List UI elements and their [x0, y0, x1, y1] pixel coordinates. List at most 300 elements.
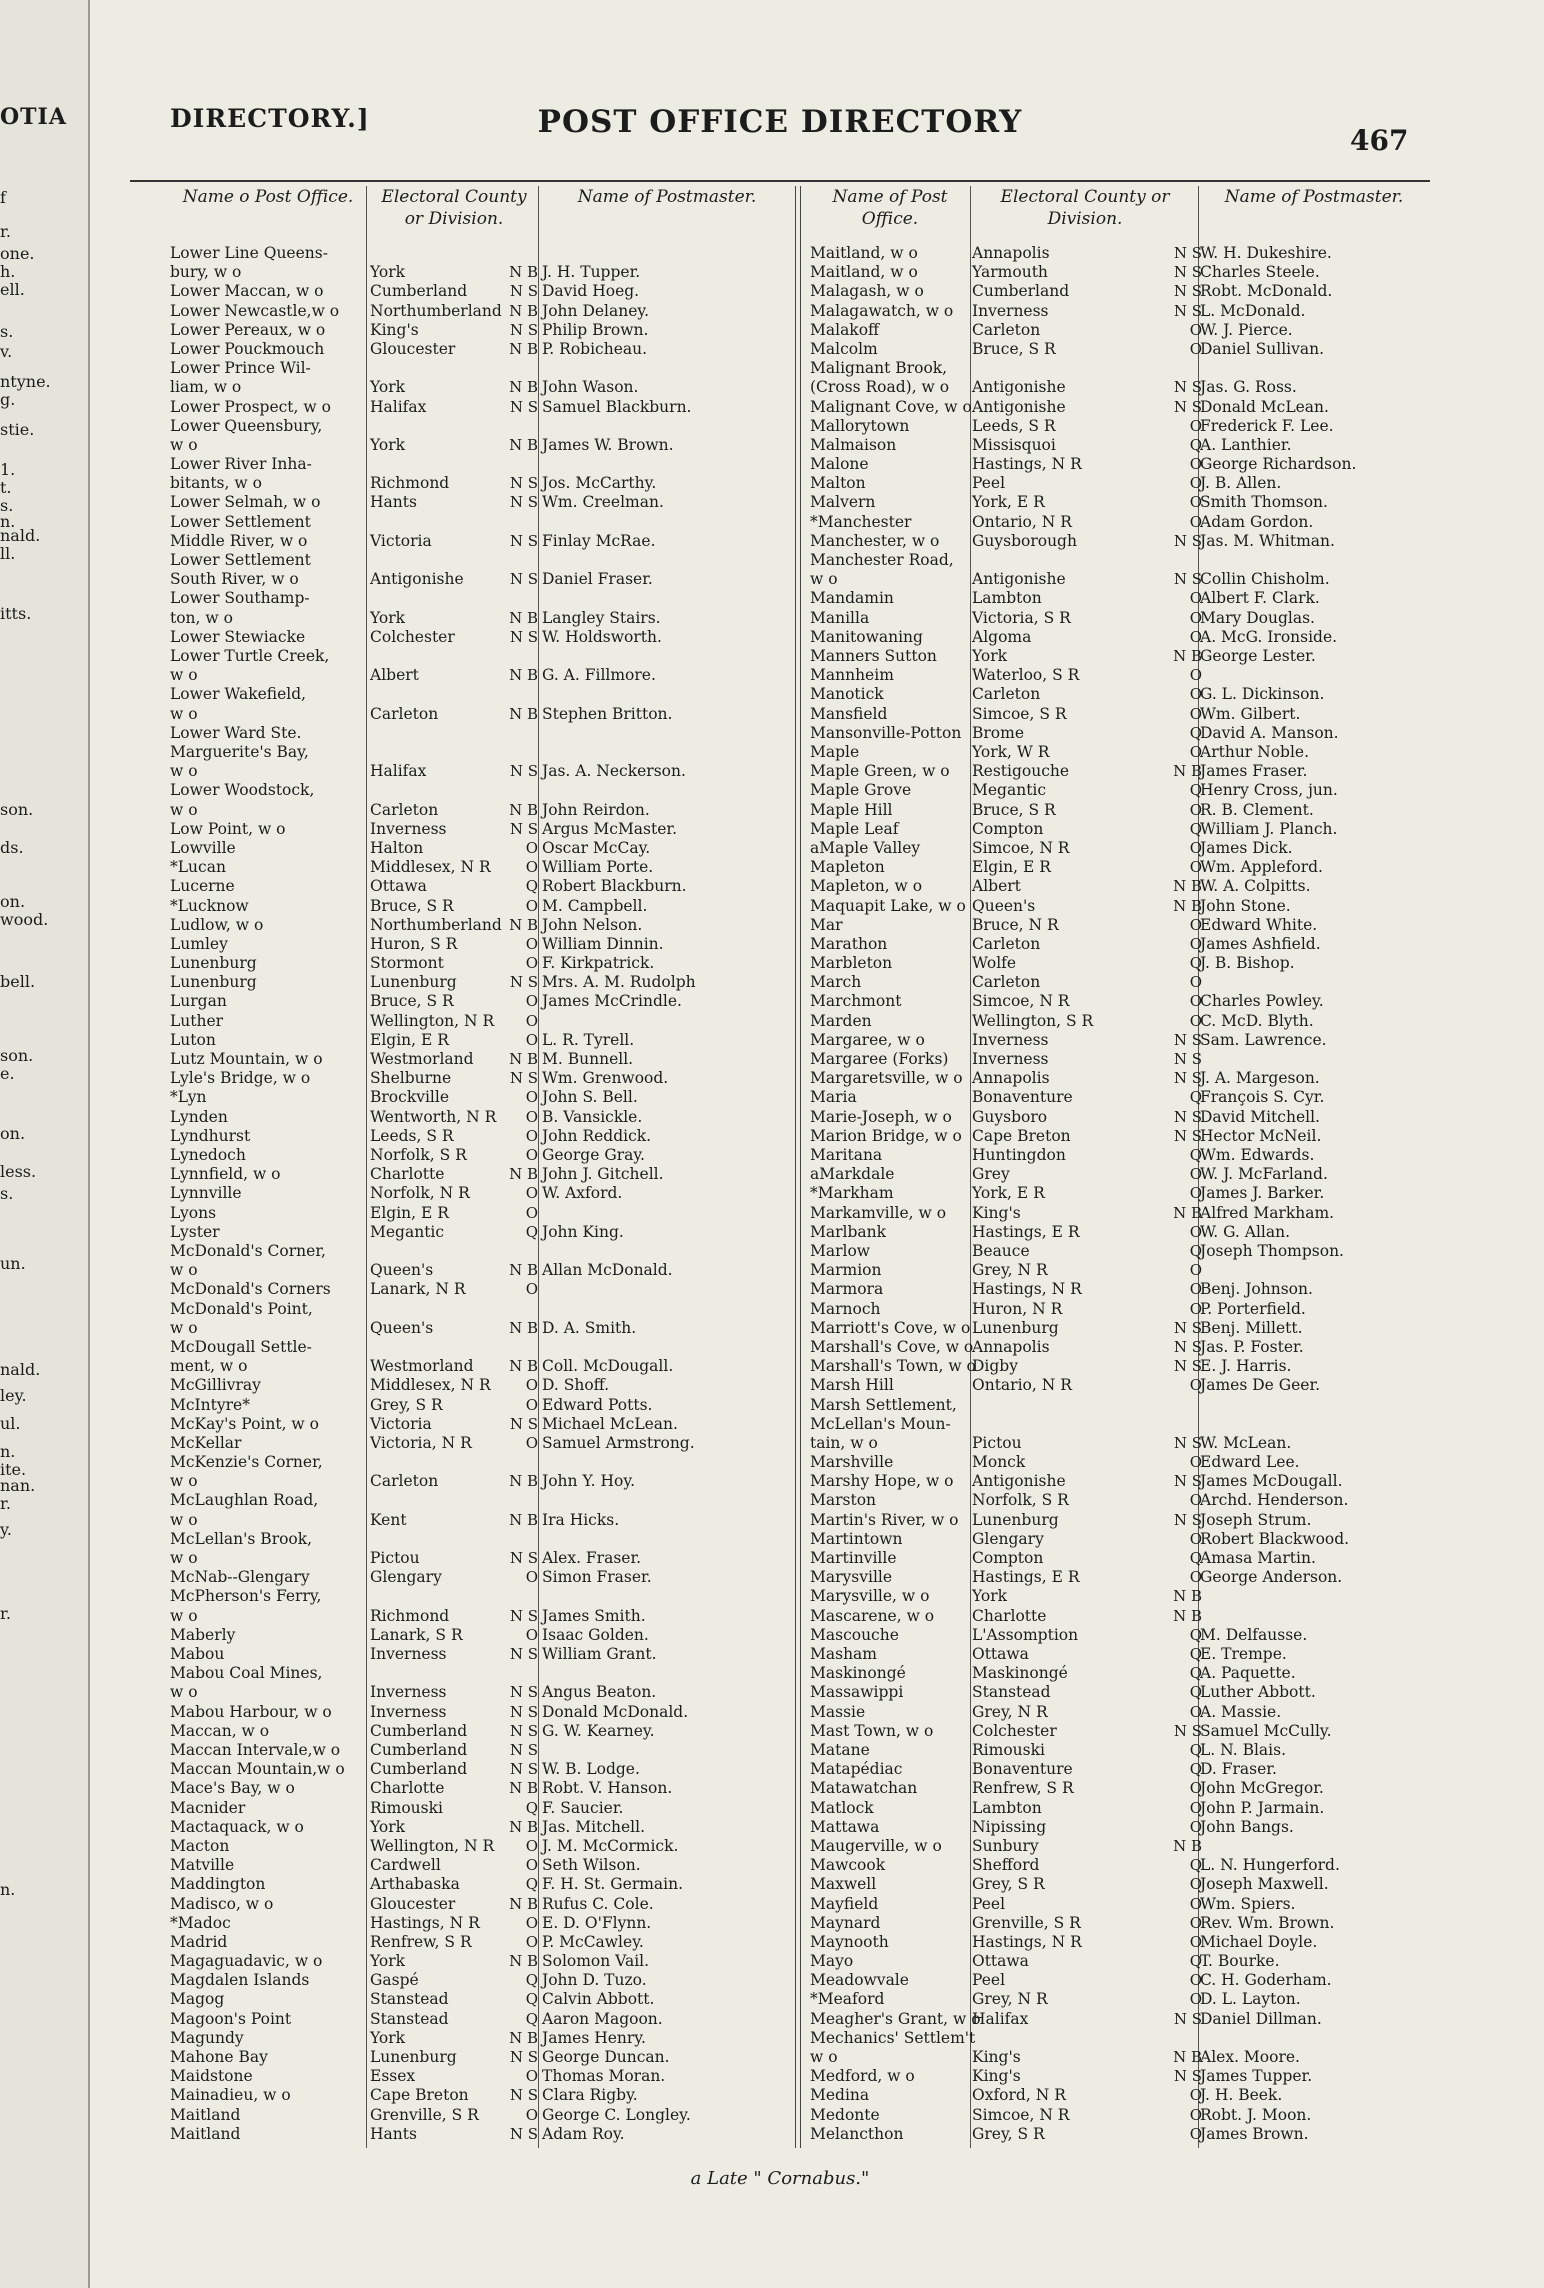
post-office-name: Lower Stewiacke	[170, 627, 306, 646]
electoral-county: Bruce, S R	[972, 339, 1056, 358]
adjacent-page-text-fragment: son.	[0, 1046, 34, 1065]
electoral-county: Digby	[972, 1357, 1018, 1376]
province-code: Q	[525, 2009, 538, 2028]
electoral-county: Peel	[972, 1971, 1006, 1990]
directory-row	[130, 2029, 1430, 2048]
electoral-county: Norfolk, S R	[370, 1146, 467, 1165]
postmaster-name: Allan McDonald.	[542, 1261, 673, 1280]
directory-row	[130, 1415, 1430, 1434]
electoral-county: Queen's	[370, 1261, 434, 1280]
electoral-county: Norfolk, S R	[972, 1491, 1069, 1510]
electoral-county: Hants	[370, 493, 417, 512]
electoral-county: Rimouski	[972, 1740, 1045, 1759]
postmaster-name: François S. Cyr.	[1200, 1088, 1325, 1107]
post-office-name: Mansfield	[810, 704, 888, 723]
post-office-name: Massie	[810, 1702, 866, 1721]
post-office-name: Marathon	[810, 934, 888, 953]
electoral-county: Inverness	[370, 1683, 447, 1702]
adjacent-page-text-fragment: stie.	[0, 420, 35, 439]
province-code: O	[1189, 1261, 1202, 1280]
adjacent-page-text-fragment: nan.	[0, 1476, 36, 1495]
province-code: N S	[509, 973, 538, 992]
province-code: Q	[525, 1222, 538, 1241]
adjacent-page-text-fragment: ntyne.	[0, 372, 51, 391]
post-office-name: Malton	[810, 474, 866, 493]
postmaster-name: Henry Cross, jun.	[1200, 781, 1338, 800]
province-code: O	[1189, 627, 1202, 646]
postmaster-name: Sam. Lawrence.	[1200, 1030, 1327, 1049]
province-code: O	[1189, 934, 1202, 953]
postmaster-name: M. Delfausse.	[1200, 1625, 1308, 1644]
adjacent-page-text-fragment: ite.	[0, 1460, 27, 1479]
province-code: Q	[1189, 435, 1202, 454]
adjacent-page-text-fragment: s.	[0, 496, 14, 515]
post-office-name: Margaree, w o	[810, 1030, 925, 1049]
electoral-county: York	[370, 608, 406, 627]
post-office-name: w o	[170, 1606, 198, 1625]
postmaster-name: G. A. Fillmore.	[542, 666, 656, 685]
post-office-name: Lower Turtle Creek,	[170, 647, 330, 666]
directory-row	[130, 532, 1430, 551]
postmaster-name: Charles Steele.	[1200, 263, 1320, 282]
province-code: Q	[1189, 1760, 1202, 1779]
province-code: N B	[509, 1318, 538, 1337]
post-office-name: Mainadieu, w o	[170, 2086, 291, 2105]
postmaster-name: David Mitchell.	[1200, 1107, 1320, 1126]
electoral-county: Westmorland	[370, 1357, 474, 1376]
post-office-name: Lyster	[170, 1222, 220, 1241]
post-office-name: Marsh Settlement,	[810, 1395, 957, 1414]
postmaster-name: Wm. Gilbert.	[1200, 704, 1301, 723]
province-code: O	[1189, 608, 1202, 627]
post-office-name: Manchester, w o	[810, 531, 940, 550]
adjacent-page-text-fragment: ll.	[0, 544, 16, 563]
directory-row	[130, 474, 1430, 493]
postmaster-name: W. A. Colpitts.	[1200, 877, 1311, 896]
province-code: O	[1189, 1165, 1202, 1184]
post-office-name: Martinville	[810, 1549, 897, 1568]
province-code: O	[525, 1011, 538, 1030]
post-office-name: Maitland, w o	[810, 263, 918, 282]
electoral-county: Cumberland	[370, 1740, 468, 1759]
province-code: N B	[509, 1261, 538, 1280]
adjacent-page-text-fragment: n.	[0, 512, 16, 531]
post-office-name: Lower Wakefield,	[170, 685, 307, 704]
postmaster-name: Michael Doyle.	[1200, 1932, 1318, 1951]
postmaster-name: John McGregor.	[1200, 1779, 1324, 1798]
adjacent-page-text-fragment: v.	[0, 342, 13, 361]
postmaster-name: John Wason.	[542, 378, 639, 397]
post-office-name: Malcolm	[810, 339, 878, 358]
electoral-county: Algoma	[972, 627, 1032, 646]
post-office-name: Lower Pereaux, w o	[170, 320, 326, 339]
postmaster-name: J. B. Bishop.	[1200, 954, 1295, 973]
post-office-name: McIntyre*	[170, 1395, 250, 1414]
province-code: O	[1189, 1990, 1202, 2009]
province-code: N S	[509, 2124, 538, 2143]
province-code: N B	[509, 1472, 538, 1491]
post-office-name: Mahone Bay	[170, 2048, 268, 2067]
postmaster-name: John P. Jarmain.	[1200, 1798, 1325, 1817]
post-office-name: w o	[170, 704, 198, 723]
province-code: Q	[1189, 1664, 1202, 1683]
directory-row	[130, 1952, 1430, 1971]
electoral-county: King's	[972, 1203, 1021, 1222]
post-office-name: Lurgan	[170, 992, 227, 1011]
post-office-name: Maxwell	[810, 1875, 877, 1894]
province-code: Q	[1189, 1549, 1202, 1568]
province-code: N S	[509, 1645, 538, 1663]
directory-row	[130, 935, 1430, 954]
postmaster-name: Michael McLean.	[542, 1414, 678, 1433]
post-office-name: Malvern	[810, 493, 876, 512]
province-code: N S	[509, 570, 538, 589]
post-office-name: Marden	[810, 1011, 872, 1030]
electoral-county: Beauce	[972, 1241, 1030, 1260]
directory-row	[130, 455, 1430, 474]
post-office-name: w o	[170, 1683, 198, 1702]
province-code: O	[525, 1836, 538, 1855]
adjacent-page-fragment	[0, 0, 90, 2288]
directory-row	[130, 1338, 1430, 1357]
province-code: N S	[1173, 244, 1202, 262]
post-office-name: Mace's Bay, w o	[170, 1779, 295, 1798]
directory-row	[130, 628, 1430, 647]
post-office-name: Lynnville	[170, 1184, 242, 1203]
directory-page	[130, 0, 1430, 2288]
electoral-county: Wellington, S R	[972, 1011, 1094, 1030]
directory-row	[130, 359, 1430, 378]
province-code: O	[525, 954, 538, 973]
electoral-county: Elgin, E R	[370, 1030, 449, 1049]
electoral-county: Elgin, E R	[370, 1203, 449, 1222]
province-code: N S	[509, 1069, 538, 1088]
province-code: O	[1189, 973, 1202, 992]
province-code: O	[1189, 838, 1202, 857]
electoral-county: Waterloo, S R	[972, 666, 1080, 685]
province-code: Q	[1189, 1241, 1202, 1260]
adjacent-page-text-fragment: s.	[0, 322, 14, 341]
postmaster-name: Samuel Blackburn.	[542, 397, 692, 416]
electoral-county: Arthabaska	[370, 1875, 460, 1894]
postmaster-name: James Fraser.	[1200, 762, 1308, 781]
electoral-county: Yarmouth	[972, 263, 1048, 282]
adjacent-page-text-fragment: on.	[0, 1124, 26, 1143]
postmaster-name: Finlay McRae.	[542, 531, 656, 550]
postmaster-name: E. J. Harris.	[1200, 1357, 1292, 1376]
electoral-county: Hastings, N R	[972, 1280, 1082, 1299]
electoral-county: Ontario, N R	[972, 512, 1072, 531]
column-header-post-office: Name of Post Office.	[832, 187, 948, 229]
postmaster-name: Rufus C. Cole.	[542, 1894, 654, 1913]
postmaster-name: J. H. Tupper.	[542, 263, 641, 282]
directory-row	[130, 1549, 1430, 1568]
post-office-name: Marnoch	[810, 1299, 881, 1318]
electoral-county: Hastings, N R	[972, 455, 1082, 474]
post-office-name: Meagher's Grant, w o	[810, 2009, 981, 2028]
post-office-name: tain, w o	[810, 1433, 878, 1452]
province-code: Q	[1189, 954, 1202, 973]
electoral-county: Grey, N R	[972, 1990, 1048, 2009]
province-code: N B	[509, 1510, 538, 1529]
postmaster-name: W. B. Lodge.	[542, 1760, 640, 1779]
directory-row	[130, 1050, 1430, 1069]
province-code: N B	[509, 1779, 538, 1798]
province-code: N B	[509, 2028, 538, 2047]
column-header-postmaster: Name of Postmaster.	[1224, 187, 1404, 207]
post-office-name: Marysville, w o	[810, 1587, 930, 1606]
electoral-county: Gloucester	[370, 1894, 456, 1913]
post-office-name: McLaughlan Road,	[170, 1491, 319, 1510]
post-office-name: Maple Grove	[810, 781, 912, 800]
province-code: Q	[1189, 1740, 1202, 1759]
postmaster-name: Arthur Noble.	[1200, 742, 1310, 761]
province-code: N S	[1173, 1357, 1202, 1376]
electoral-county: Queen's	[370, 1318, 434, 1337]
postmaster-name: Smith Thomson.	[1200, 493, 1328, 512]
electoral-county: Victoria, S R	[972, 608, 1071, 627]
province-code: N S	[1173, 531, 1202, 550]
electoral-county: King's	[370, 320, 419, 339]
electoral-county: Albert	[370, 666, 419, 685]
postmaster-name: M. Campbell.	[542, 896, 648, 915]
directory-row	[130, 743, 1430, 762]
electoral-county: L'Assomption	[972, 1625, 1079, 1644]
post-office-name: McKenzie's Corner,	[170, 1453, 323, 1472]
province-code: O	[525, 1913, 538, 1932]
postmaster-name: John Reddick.	[542, 1126, 652, 1145]
electoral-county: Inverness	[972, 301, 1049, 320]
post-office-name: Maritana	[810, 1146, 883, 1165]
electoral-county: Victoria	[370, 1414, 432, 1433]
post-office-name: Lyons	[170, 1203, 217, 1222]
post-office-name: Mandamin	[810, 589, 894, 608]
postmaster-name: Alfred Markham.	[1200, 1203, 1335, 1222]
postmaster-name: Mrs. A. M. Rudolph	[542, 973, 696, 992]
electoral-county: Guysborough	[972, 531, 1077, 550]
postmaster-name: Stephen Britton.	[542, 704, 673, 723]
province-code: Q	[525, 1990, 538, 2009]
post-office-name: Maynooth	[810, 1932, 889, 1951]
post-office-name: *Manchester	[810, 512, 912, 531]
directory-row	[130, 1703, 1430, 1722]
province-code: O	[525, 1932, 538, 1951]
directory-row	[130, 1069, 1430, 1088]
directory-row	[130, 417, 1430, 436]
post-office-name: Mannheim	[810, 666, 894, 685]
directory-row	[130, 436, 1430, 455]
post-office-name: Malakoff	[810, 320, 880, 339]
province-code: O	[525, 858, 538, 877]
province-code: O	[1189, 1299, 1202, 1318]
post-office-name: Lumley	[170, 934, 228, 953]
electoral-county: Grenville, S R	[972, 1913, 1081, 1932]
electoral-county: Brome	[972, 723, 1025, 742]
electoral-county: York, E R	[972, 1184, 1045, 1203]
electoral-county: Huntingdon	[972, 1146, 1066, 1165]
post-office-name: Markamville, w o	[810, 1203, 947, 1222]
directory-row	[130, 724, 1430, 743]
page-number: 467	[1350, 124, 1409, 157]
electoral-county: Halifax	[972, 2009, 1029, 2028]
adjacent-page-text-fragment: un.	[0, 1254, 26, 1273]
electoral-county: Cumberland	[370, 1760, 468, 1779]
electoral-county: Pictou	[370, 1549, 420, 1568]
post-office-name: Mabou Harbour, w o	[170, 1702, 332, 1721]
postmaster-name: George Lester.	[1200, 647, 1316, 666]
post-office-name: McPherson's Ferry,	[170, 1587, 322, 1606]
province-code: N B	[509, 800, 538, 819]
province-code: O	[525, 1376, 538, 1395]
page-title: POST OFFICE DIRECTORY	[537, 104, 1023, 140]
province-code: N S	[509, 1760, 538, 1779]
province-code: O	[1189, 1280, 1202, 1299]
electoral-county: Colchester	[370, 627, 455, 646]
directory-row	[130, 589, 1430, 608]
province-code: N S	[509, 282, 538, 301]
postmaster-name: C. McD. Blyth.	[1200, 1011, 1314, 1030]
directory-row	[130, 1357, 1430, 1376]
postmaster-name: William Grant.	[542, 1645, 657, 1663]
post-office-name: McDougall Settle-	[170, 1337, 312, 1356]
electoral-county: Lunenburg	[972, 1510, 1059, 1529]
post-office-name: *Meaford	[810, 1990, 885, 2009]
postmaster-name: Robt. McDonald.	[1200, 282, 1333, 301]
electoral-county: Leeds, S R	[972, 416, 1056, 435]
postmaster-name: John Reirdon.	[542, 800, 650, 819]
electoral-county: Peel	[972, 1894, 1006, 1913]
post-office-name: McDonald's Corner,	[170, 1241, 326, 1260]
electoral-county: Lunenburg	[370, 2048, 457, 2067]
province-code: N S	[509, 1740, 538, 1759]
post-office-name: Maugerville, w o	[810, 1836, 942, 1855]
post-office-name: Mar	[810, 915, 843, 934]
postmaster-name: J. H. Beek.	[1200, 2086, 1283, 2105]
electoral-county: Stanstead	[370, 2009, 449, 2028]
directory-row	[130, 685, 1430, 704]
electoral-county: Bruce, N R	[972, 915, 1059, 934]
postmaster-name: Aaron Magoon.	[542, 2009, 663, 2028]
post-office-name: Maria	[810, 1088, 857, 1107]
postmaster-name: J. B. Allen.	[1200, 474, 1282, 493]
electoral-county: York	[370, 1817, 406, 1836]
province-code: O	[1189, 1453, 1202, 1472]
postmaster-name: Amasa Martin.	[1200, 1549, 1316, 1568]
adjacent-page-text-fragment: wood.	[0, 910, 49, 929]
post-office-name: Malmaison	[810, 435, 897, 454]
electoral-county: Grey	[972, 1165, 1010, 1184]
post-office-name: Marlow	[810, 1241, 871, 1260]
postmaster-name: George Gray.	[542, 1146, 645, 1165]
province-code: N B	[1173, 647, 1202, 666]
postmaster-name: Simon Fraser.	[542, 1568, 652, 1587]
electoral-county: Simcoe, S R	[972, 704, 1067, 723]
directory-row	[130, 302, 1430, 321]
post-office-name: (Cross Road), w o	[810, 378, 950, 397]
postmaster-name: E. Trempe.	[1200, 1645, 1287, 1663]
adjacent-page-text-fragment: 1.	[0, 460, 16, 479]
post-office-name: Maccan, w o	[170, 1721, 270, 1740]
post-office-name: McKay's Point, w o	[170, 1414, 319, 1433]
directory-row	[130, 1779, 1430, 1798]
directory-row	[130, 2010, 1430, 2029]
post-office-name: Marshy Hope, w o	[810, 1472, 954, 1491]
electoral-county: Peel	[972, 474, 1006, 493]
postmaster-name: James De Geer.	[1200, 1376, 1321, 1395]
directory-row	[130, 666, 1430, 685]
electoral-county: Wentworth, N R	[370, 1107, 497, 1126]
directory-row	[130, 1818, 1430, 1837]
post-office-name: bitants, w o	[170, 474, 262, 493]
postmaster-name: Jas. Mitchell.	[542, 1817, 645, 1836]
province-code: N B	[509, 1894, 538, 1913]
electoral-county: Northumberland	[370, 915, 502, 934]
electoral-county: York	[370, 435, 406, 454]
post-office-name: Mayfield	[810, 1894, 879, 1913]
postmaster-name: D. Fraser.	[1200, 1760, 1277, 1779]
province-code: O	[525, 896, 538, 915]
province-code: N B	[1173, 1587, 1202, 1606]
post-office-name: Marion Bridge, w o	[810, 1126, 962, 1145]
province-code: N S	[509, 320, 538, 339]
post-office-name: w o	[170, 1261, 198, 1280]
electoral-county: Megantic	[370, 1222, 445, 1241]
electoral-county: Bruce, S R	[370, 992, 454, 1011]
province-code: N B	[509, 435, 538, 454]
postmaster-name: John Y. Hoy.	[542, 1472, 635, 1491]
province-code: O	[1189, 800, 1202, 819]
postmaster-name: Angus Beaton.	[542, 1683, 657, 1702]
electoral-county: Grey, N R	[972, 1702, 1048, 1721]
postmaster-name: James Ashfield.	[1200, 934, 1321, 953]
postmaster-name: James Brown.	[1200, 2124, 1309, 2143]
province-code: N S	[1173, 378, 1202, 397]
province-code: N B	[509, 915, 538, 934]
province-code: N S	[509, 2086, 538, 2105]
electoral-county: Inverness	[370, 1645, 447, 1663]
adjacent-page-text-fragment: bell.	[0, 972, 36, 991]
post-office-name: w o	[170, 1510, 198, 1529]
directory-row	[130, 1971, 1430, 1990]
directory-row	[130, 1031, 1430, 1050]
electoral-county: Grey, N R	[972, 1261, 1048, 1280]
electoral-county: Halton	[370, 838, 424, 857]
postmaster-name: W. Axford.	[542, 1184, 623, 1203]
electoral-county: Colchester	[972, 1721, 1057, 1740]
postmaster-name: Hector McNeil.	[1200, 1126, 1322, 1145]
electoral-county: Gaspé	[370, 1971, 419, 1990]
postmaster-name: Wm. Grenwood.	[542, 1069, 669, 1088]
province-code: O	[1189, 704, 1202, 723]
post-office-name: Magdalen Islands	[170, 1971, 310, 1990]
province-code: O	[525, 1395, 538, 1414]
province-code: N B	[509, 1165, 538, 1184]
postmaster-name: George Duncan.	[542, 2048, 670, 2067]
postmaster-name: Adam Roy.	[542, 2124, 625, 2143]
province-code: O	[1189, 320, 1202, 339]
post-office-name: Malignant Brook,	[810, 359, 948, 378]
directory-row	[130, 762, 1430, 781]
postmaster-name: Mary Douglas.	[1200, 608, 1315, 627]
postmaster-name: Coll. McDougall.	[542, 1357, 674, 1376]
postmaster-name: Jas. P. Foster.	[1200, 1337, 1304, 1356]
post-office-name: w o	[170, 666, 198, 685]
adjacent-page-text-fragment: r.	[0, 1604, 11, 1623]
province-code: N B	[1173, 877, 1202, 896]
electoral-county: Norfolk, N R	[370, 1184, 470, 1203]
post-office-name: Malagawatch, w o	[810, 301, 954, 320]
electoral-county: Hastings, E R	[972, 1568, 1080, 1587]
